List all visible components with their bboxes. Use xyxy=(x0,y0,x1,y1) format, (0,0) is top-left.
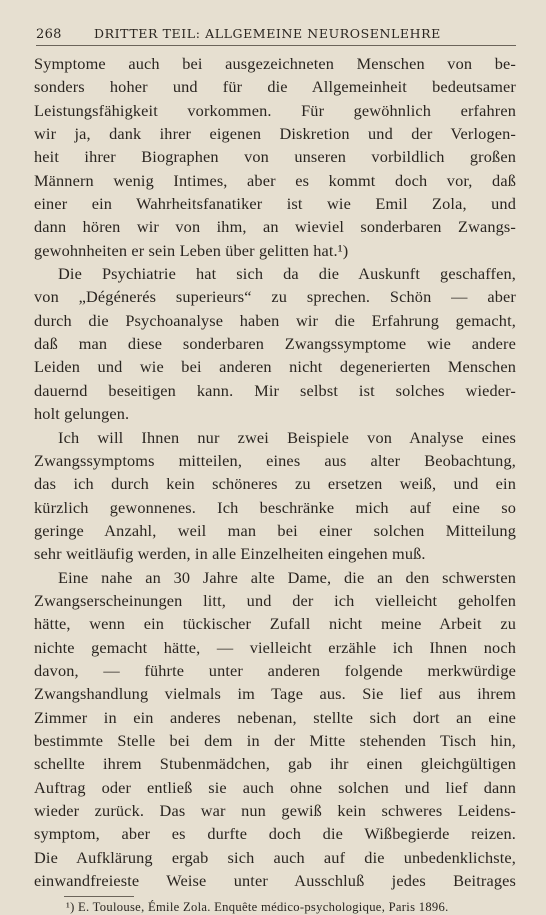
text-line: Männern wenig Intimes, aber es kommt doch vor, daß xyxy=(34,170,516,190)
text-line: sehr weitläufig werden, in alle Einzelheiten eingehen muß. xyxy=(34,544,426,564)
text-line: einer ein Wahrheitsfanatiker ist wie Emil Zola, und xyxy=(34,194,516,214)
text-line: Symptome auch bei ausgezeichneten Menschen von be- xyxy=(34,54,516,73)
text-line: sonders hoher und für die Allgemeinheit bedeutsamer xyxy=(34,77,516,97)
text-line: Ich will Ihnen nur zwei Beispiele von Analyse eines xyxy=(58,427,516,447)
text-line: daß man diese sonderbaren Zwangssymptome wie andere xyxy=(34,334,516,354)
text-line: Eine nahe an 30 Jahre alte Dame, die an den schwersten xyxy=(58,567,516,587)
text-line: hätte, wenn ein tückischer Zufall nicht meine Arbeit zu xyxy=(34,614,516,634)
text-line: dann hören wir von ihm, an wieviel sonderbaren Zwangs- xyxy=(34,217,516,237)
running-header xyxy=(36,26,516,42)
text-line: Zwangserscheinungen litt, und der ich vielleicht geholfen xyxy=(34,590,516,610)
body-text xyxy=(34,52,516,892)
text-line: Die Aufklärung ergab sich auch auf die unbedenklichste, xyxy=(34,847,516,867)
text-line: Zimmer in ein anderes nebenan, stellte sich dort an eine xyxy=(34,707,516,727)
text-line: nichte gemacht hätte, — vielleicht erzähle ich Ihnen noch xyxy=(34,637,516,657)
text-line: Auftrag oder entließ sie auch ohne solchen und lief dann xyxy=(34,777,516,797)
text-line: kürzlich gewonnenes. Ich beschränke mich auf eine so xyxy=(34,497,516,517)
text-line: durch die Psychoanalyse haben wir die Erfahrung gemacht, xyxy=(34,310,516,330)
text-line: geringe Anzahl, weil man bei einer solchen Mitteilung xyxy=(34,520,516,540)
text-line: wir ja, dank ihrer eigenen Diskretion und der Verlogen- xyxy=(34,124,516,144)
footnote: ¹) E. Toulouse, Émile Zola. Enquête médico-psychologique, Paris 1896. xyxy=(66,900,449,915)
text-line: Leistungsfähigkeit vorkommen. Für gewöhnlich erfahren xyxy=(34,100,516,120)
text-line: heit ihrer Biographen von unseren vorbildlich großen xyxy=(34,147,516,167)
text-line: gewohnheiten er sein Leben über gelitten hat.¹) xyxy=(34,240,349,260)
text-line: dauernd beseitigen kann. Mir selbst ist solches wieder- xyxy=(34,380,516,400)
text-line: schellte ihrem Stubenmädchen, gab ihr einen gleichgültigen xyxy=(34,754,516,774)
text-line: Die Psychiatrie hat sich da die Auskunft geschaffen, xyxy=(58,264,516,284)
text-line: Leiden und wie bei anderen nicht degenerierten Menschen xyxy=(34,357,516,377)
text-line: einwandfreieste Weise unter Ausschluß jedes Beitrages xyxy=(34,871,516,891)
footnote-rule xyxy=(64,896,134,897)
text-line: Zwangssymptoms mitteilen, eines aus alter Beobachtung, xyxy=(34,450,516,470)
running-title: DRITTER TEIL: ALLGEMEINE NEUROSENLEHRE xyxy=(94,26,441,41)
text-line: wieder zurück. Das war nun gewiß kein schweres Leidens- xyxy=(34,801,516,820)
text-line: symptom, aber es durfte doch die Wißbegierde reizen. xyxy=(34,824,516,844)
text-line: davon, — führte unter anderen folgende merkwürdige xyxy=(34,660,516,680)
header-rule xyxy=(36,45,516,46)
text-line: holt gelungen. xyxy=(34,404,130,424)
text-line: das ich durch kein schöneres zu ersetzen weiß, und ein xyxy=(34,474,516,494)
text-line: Zwangshandlung vielmals im Tage aus. Sie lief aus ihrem xyxy=(34,684,516,704)
page-number: 268 xyxy=(36,27,62,42)
text-line: bestimmte Stelle bei dem in der Mitte stehenden Tisch hin, xyxy=(34,730,516,750)
text-line: von „Dégénerés superieurs“ zu sprechen. Schön — aber xyxy=(34,287,516,307)
